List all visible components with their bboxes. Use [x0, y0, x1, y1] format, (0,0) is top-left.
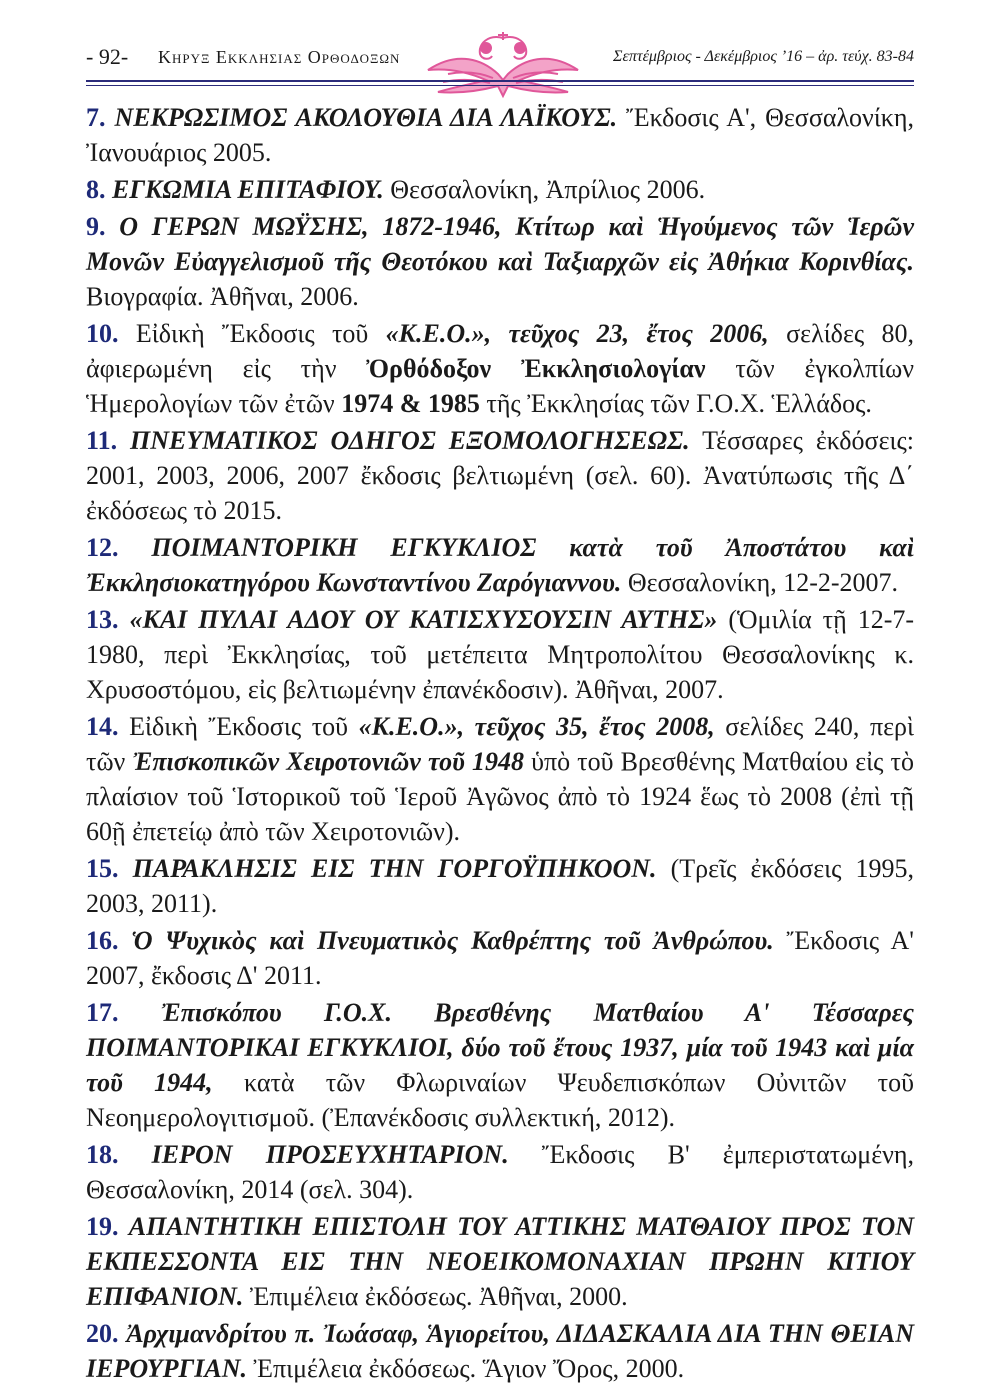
page-number: - 92- — [86, 44, 129, 69]
list-item: 15. ΠΑΡΑΚΛΗΣΙΣ ΕΙΣ ΤΗΝ ΓΟΡΓΟΫΠΗΚΟΟΝ. (Τρεῖς ἐκδόσεις 1995, 2003, 2011). — [86, 854, 915, 918]
list-item: 10. Εἰδικὴ Ἔκδοσις τοῦ «Κ.Ε.Ο.», τεῦχος 23, ἔτος 2006, σελίδες 80, ἀφιερωμένη εἰς τὴν Ὀρθόδοξον Ἐκκλησιολογίαν τῶν ἐγκολπίων Ἡμερολογίων τῶν ἐτῶν 1974 & 1985 τῆς Ἐκκλησίας τῶν Γ.Ο.Χ. Ἑλλάδος. — [86, 319, 915, 418]
header-rule — [86, 80, 914, 82]
publication-list — [86, 100, 914, 1388]
list-item: 12. ΠΟΙΜΑΝΤΟΡΙΚΗ ΕΓΚΥΚΛΙΟΣ κατὰ τοῦ Ἀποστάτου καὶ Ἐκκλησιοκατηγόρου Κωνσταντίνου Ζαρόγιαννου. Θεσσαλονίκη, 12-2-2007. — [86, 533, 915, 597]
list-item: 7. ΝΕΚΡΩΣΙΜΟΣ ΑΚΟΛΟΥΘΙΑ ΔΙΑ ΛΑΪΚΟΥΣ. Ἔκδοσις Α', Θεσσαλονίκη, Ἰανουάριος 2005. — [86, 103, 915, 167]
list-item: 18. ΙΕΡΟΝ ΠΡΟΣΕΥΧΗΤΑΡΙΟΝ. Ἔκδοσις Β' ἐμπεριστατωμένη, Θεσσαλονίκη, 2014 (σελ. 304). — [86, 1140, 915, 1204]
list-item: 19. ΑΠΑΝΤΗΤΙΚΗ ΕΠΙΣΤΟΛΗ ΤΟΥ ΑΤΤΙΚΗΣ ΜΑΤΘΑΙΟΥ ΠΡΟΣ ΤΟΝ ΕΚΠΕΣΣΟΝΤΑ ΕΙΣ ΤΗΝ ΝΕΟΕΙΚΟΜΟΝΑΧΙΑΝ ΠΡΩΗΝ ΚΙΤΙΟΥ ΕΠΙΦΑΝΙΟΝ. Ἐπιμέλεια ἐκδόσεως. Ἀθῆναι, 2000. — [86, 1212, 915, 1311]
list-item: 20. Ἀρχιμανδρίτου π. Ἰωάσαφ, Ἁγιορείτου, ΔΙΔΑΣΚΑΛΙΑ ΔΙΑ ΤΗΝ ΘΕΙΑΝ ΙΕΡΟΥΡΓΙΑΝ. Ἐπιμέλεια ἐκδόσεως. Ἅγιον Ὄρος, 2000. — [86, 1319, 915, 1383]
list-item: 13. «ΚΑΙ ΠΥΛΑΙ ΑΔΟΥ ΟΥ ΚΑΤΙΣΧΥΣΟΥΣΙΝ ΑΥΤΗΣ» (Ὁμιλία τῇ 12-7-1980, περὶ Ἐκκλησίας, τοῦ μετέπειτα Μητροπολίτου Θεσσαλονίκης κ. Χρυσοστόμου, εἰς βελτιωμένην ἐπανέκδοσιν). Ἀθῆναι, 2007. — [86, 605, 915, 704]
journal-title: Κηρυξ Εκκλησιας Ορθοδοξων — [158, 47, 401, 67]
list-item: 17. Ἐπισκόπου Γ.Ο.Χ. Βρεσθένης Ματθαίου Α' Τέσσαρες ΠΟΙΜΑΝΤΟΡΙΚΑΙ ΕΓΚΥΚΛΙΟΙ, δύο τοῦ ἔτους 1937, μία τοῦ 1943 καὶ μία τοῦ 1944, κατὰ τῶν Φλωριναίων Ψευδεπισκόπων Οὐνιτῶν τοῦ Νεοημερολογιτισμοῦ. (Ἐπανέκδοσις συλλεκτική, 2012). — [86, 998, 915, 1132]
list-item: 11. ΠΝΕΥΜΑΤΙΚΟΣ ΟΔΗΓΟΣ ΕΞΟΜΟΛΟΓΗΣΕΩΣ. Τέσσαρες ἐκδόσεις: 2001, 2003, 2006, 2007 ἔκδοσις βελτιωμένη (σελ. 60). Ἀνατύπωσις τῆς Δ΄ ἐκδόσεως τὸ 2015. — [86, 426, 914, 525]
header-rule-thin — [86, 85, 914, 86]
list-item: 8. ΕΓΚΩΜΙΑ ΕΠΙΤΑΦΙΟΥ. Θεσσαλονίκη, Ἀπρίλιος 2006. — [86, 175, 706, 204]
list-item: 9. Ο ΓΕΡΩΝ ΜΩΫΣΗΣ, 1872-1946, Κτίτωρ καὶ Ἡγούμενος τῶν Ἱερῶν Μονῶν Εὐαγγελισμοῦ τῆς Θεοτόκου καὶ Ταξιαρχῶν εἰς Ἀθήκια Κορινθίας. Βιογραφία. Ἀθῆναι, 2006. — [86, 212, 914, 311]
page-header — [86, 30, 914, 100]
list-item: 16. Ὁ Ψυχικὸς καὶ Πνευματικὸς Καθρέπτης τοῦ Ἀνθρώπου. Ἔκδοσις Α' 2007, ἔκδοσις Δ' 2011. — [86, 926, 914, 990]
double-headed-eagle-icon — [408, 30, 598, 100]
list-item: 14. Εἰδικὴ Ἔκδοσις τοῦ «Κ.Ε.Ο.», τεῦχος 35, ἔτος 2008, σελίδες 240, περὶ τῶν Ἐπισκοπικῶν Χειροτονιῶν τοῦ 1948 ὑπὸ τοῦ Βρεσθένης Ματθαίου εἰς τὸ πλαίσιον τοῦ Ἱστορικοῦ τοῦ Ἱεροῦ Ἀγῶνος ἀπὸ τὸ 1924 ἕως τὸ 2008 (ἐπὶ τῇ 60ῇ ἐπετείῳ ἀπὸ τῶν Χειροτονιῶν). — [86, 712, 914, 846]
issue-info: Σεπτέμβριος - Δεκέμβριος ’16 – ἀρ. τεύχ. 83-84 — [613, 48, 914, 65]
